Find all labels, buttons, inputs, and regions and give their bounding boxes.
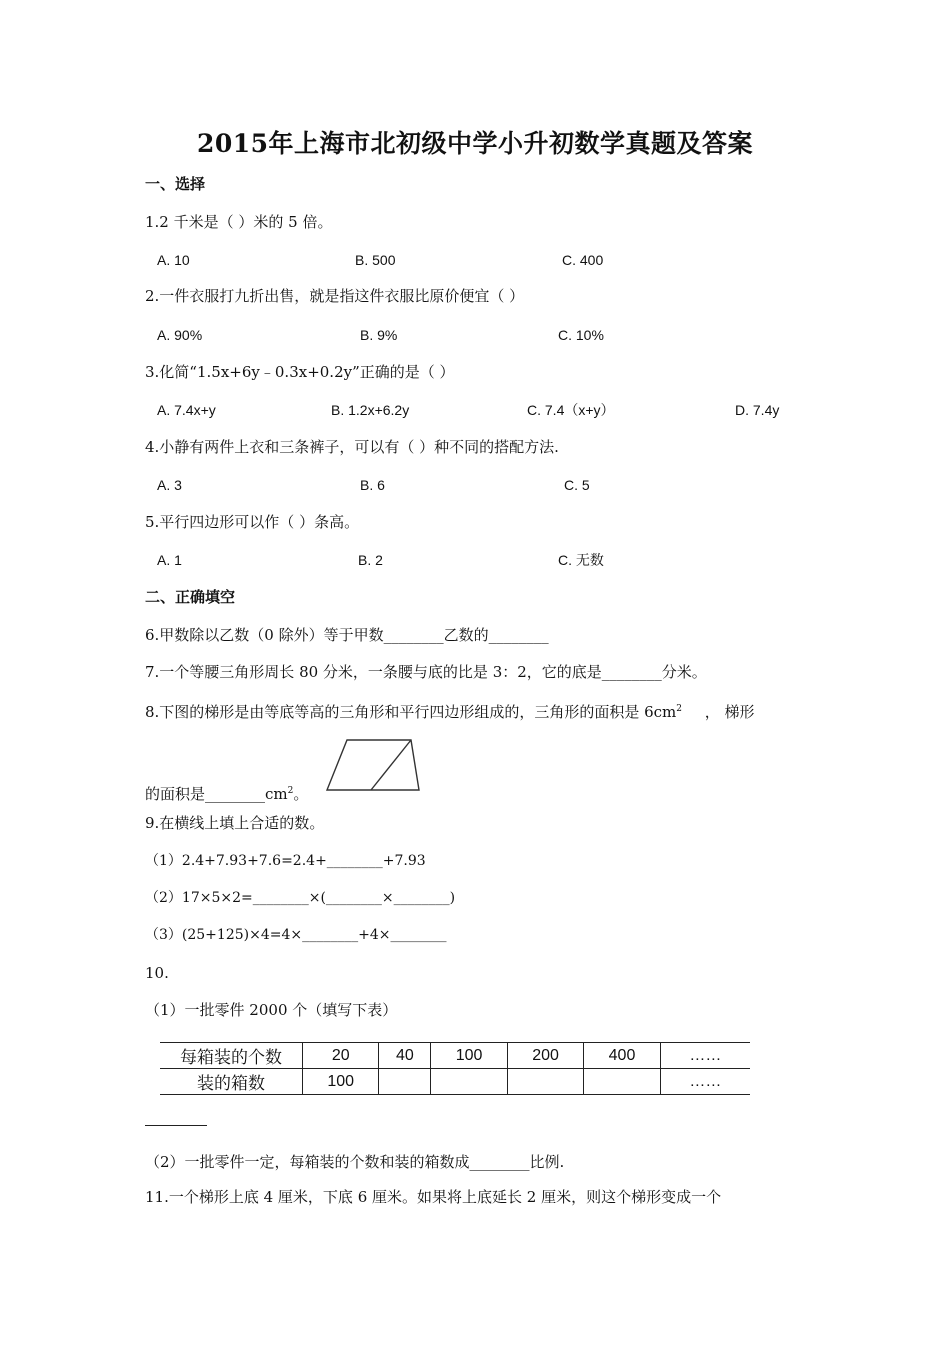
- q4-option-a: A. 3: [157, 477, 182, 493]
- question-5: 5.平行四边形可以作（ ）条高。: [145, 513, 360, 531]
- table-cell: 100: [303, 1069, 379, 1095]
- q1-option-c: C. 400: [562, 252, 604, 268]
- q3-option-a: A. 7.4x+y: [157, 402, 216, 418]
- q5-option-c: C. 无数: [558, 552, 604, 568]
- q8-superscript-2: 2: [287, 786, 294, 796]
- table-cell: [431, 1069, 507, 1095]
- question-7: 7.一个等腰三角形周长 80 分米，一条腰与底的比是 3：2，它的底是________分米。: [145, 663, 707, 681]
- trapezoid-divider: [371, 740, 411, 790]
- question-1: 1.2 千米是（ ）米的 5 倍。: [145, 213, 333, 231]
- q8-text-1: 8.下图的梯形是由等底等高的三角形和平行四边形组成的，三角形的面积是 6cm: [145, 703, 677, 721]
- q4-option-b: B. 6: [360, 477, 385, 493]
- q2-option-b: B. 9%: [360, 327, 398, 343]
- page-title: 2015年上海市北初级中学小升初数学真题及答案: [196, 129, 754, 158]
- table-cell: 20: [303, 1043, 379, 1069]
- q5-option-a: A. 1: [157, 552, 182, 568]
- table-cell: [507, 1069, 583, 1095]
- question-2: 2.一件衣服打九折出售，就是指这件衣服比原价便宜（ ）: [145, 287, 525, 305]
- q8-text-2: 的面积是________cm: [145, 785, 288, 803]
- q8-superscript-1: 2: [676, 704, 682, 714]
- question-9-3: （3）(25+125)×4=4×________+4×________: [145, 927, 447, 943]
- packing-table: [160, 1042, 750, 1095]
- q3-option-c: C. 7.4（x+y）: [527, 402, 615, 418]
- question-6: 6.甲数除以乙数（0 除外）等于甲数________乙数的________: [145, 626, 549, 644]
- q5-option-b: B. 2: [358, 552, 383, 568]
- table-cell: 每箱装的个数: [160, 1043, 303, 1069]
- table-cell: 100: [431, 1043, 507, 1069]
- answer-blank-line: [145, 1125, 207, 1126]
- question-11: 11.一个梯形上底 4 厘米，下底 6 厘米。如果将上底延长 2 厘米，则这个梯形变成一个: [145, 1188, 722, 1206]
- question-3: 3.化简“1.5x+6y﹣0.3x+0.2y”正确的是（ ）: [145, 363, 455, 381]
- q8-text-tail: ， 梯形: [704, 703, 755, 721]
- question-8: [145, 699, 755, 722]
- question-10-1: （1）一批零件 2000 个（填写下表）: [145, 1001, 398, 1019]
- q2-option-a: A. 90%: [157, 327, 203, 343]
- table-cell: [584, 1069, 660, 1095]
- question-10-2: （2）一批零件一定，每箱装的个数和装的箱数成________比例.: [145, 1153, 565, 1171]
- question-10: 10.: [145, 964, 169, 982]
- table-cell: 200: [507, 1043, 583, 1069]
- q4-option-c: C. 5: [564, 477, 590, 493]
- q1-option-b: B. 500: [355, 252, 396, 268]
- q1-option-a: A. 10: [157, 252, 190, 268]
- table-row: [160, 1069, 750, 1095]
- table-cell: 装的箱数: [160, 1069, 303, 1095]
- question-8-continued: [145, 781, 308, 804]
- table-cell: 40: [379, 1043, 431, 1069]
- table-cell: ……: [660, 1043, 750, 1069]
- question-4: 4.小静有两件上衣和三条裤子，可以有（ ）种不同的搭配方法.: [145, 438, 559, 456]
- table-cell: [379, 1069, 431, 1095]
- q2-option-c: C. 10%: [558, 327, 604, 343]
- q3-option-b: B. 1.2x+6.2y: [331, 402, 410, 418]
- trapezoid-figure: [323, 730, 421, 794]
- q3-option-d: D. 7.4y: [735, 402, 780, 418]
- question-9: 9.在横线上填上合适的数。: [145, 814, 325, 832]
- section-heading-fill: 二、正确填空: [145, 588, 236, 606]
- question-9-1: （1）2.4+7.93+7.6=2.4+________+7.93: [145, 853, 426, 869]
- q8-text-end: 。: [293, 785, 309, 803]
- table-cell: 400: [584, 1043, 660, 1069]
- table-cell: ……: [660, 1069, 750, 1095]
- section-heading-choice: 一、选择: [145, 175, 206, 193]
- question-9-2: （2）17×5×2=________×(________×________): [145, 890, 456, 906]
- table-row: [160, 1043, 750, 1069]
